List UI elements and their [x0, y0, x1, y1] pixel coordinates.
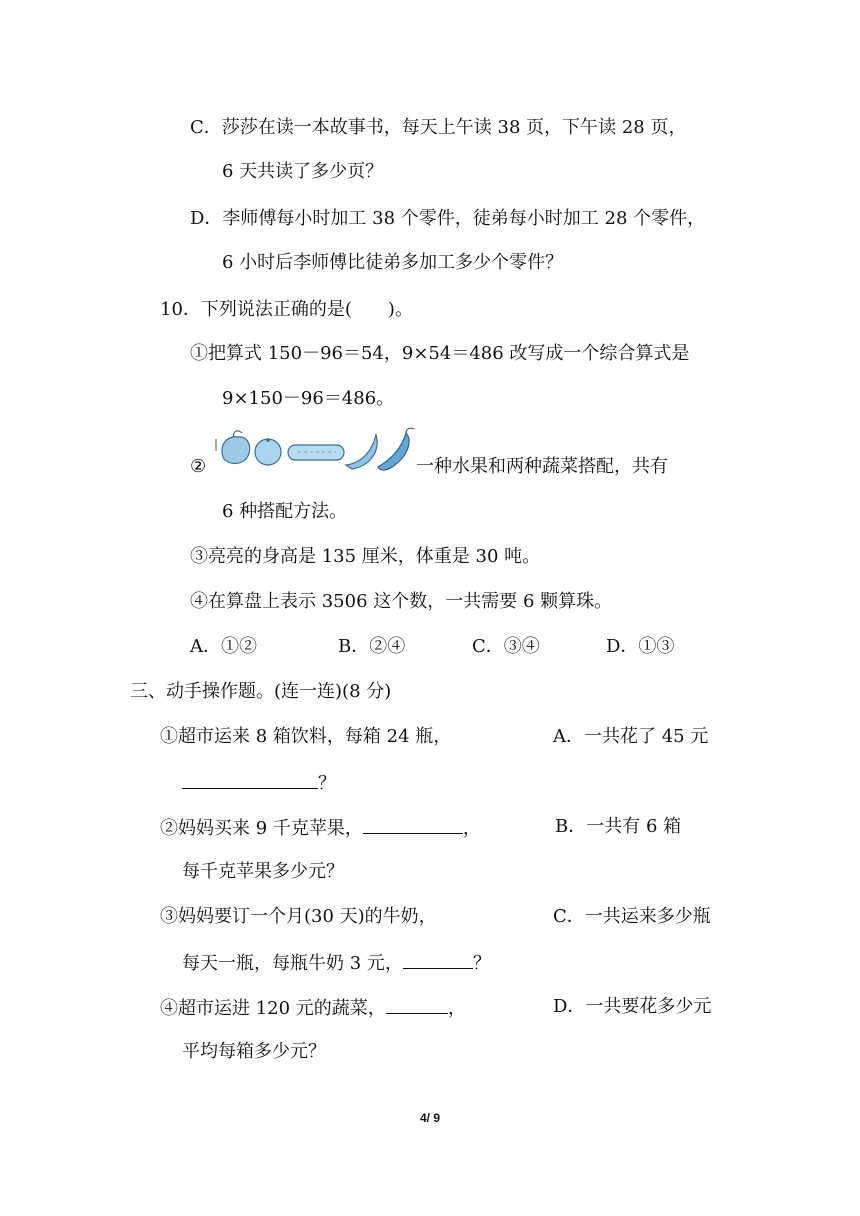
q10-stem: 10．下列说法正确的是( )。	[160, 299, 413, 320]
peach-icon	[216, 431, 250, 464]
match-right-item-a[interactable]: A．一共花了 45 元	[553, 726, 709, 747]
match-left-item-4-line2: 平均每箱多少元？	[182, 1041, 326, 1062]
chili-pepper-icon	[378, 428, 414, 470]
q9-option-c-line1: C．莎莎在读一本故事书，每天上午读 38 页，下午读 28 页，	[190, 117, 687, 138]
q10-statement-2-line2: 6 种搭配方法。	[222, 501, 348, 522]
q9-option-d-line2: 6 小时后李师傅比徒弟多加工多少个零件？	[222, 252, 564, 273]
answer-blank-1[interactable]	[182, 770, 318, 789]
match-right-item-b[interactable]: B．一共有 6 箱	[555, 816, 682, 837]
q10-statement-1-line1: ①把算式 150－96＝54，9×54＝486 改写成一个综合算式是	[190, 343, 690, 364]
answer-blank-2[interactable]	[363, 815, 463, 834]
q10-choice-b: B．②④	[338, 636, 406, 657]
q10-statement-4: ④在算盘上表示 3506 这个数，一共需要 6 颗算珠。	[190, 591, 613, 612]
match-left-item-3-line1: ③妈妈要订一个月(30 天)的牛奶，	[160, 906, 437, 927]
q10-statement-2-marker: ②	[190, 456, 207, 477]
q10-statement-1-line2: 9×150－96＝486。	[222, 388, 395, 409]
match-right-item-d[interactable]: D．一共要花多少元	[553, 996, 712, 1017]
q10-choice-a: A．①②	[190, 636, 257, 657]
q10-choice-c: C．③④	[472, 636, 540, 657]
match-left-item-1-line1: ①超市运来 8 箱饮料，每箱 24 瓶，	[160, 726, 452, 747]
q10-statement-2-text: 一种水果和两种蔬菜搭配，共有	[416, 456, 668, 477]
match-left-item-1-line2: ？	[182, 770, 336, 796]
section-3-title: 三、动手操作题。(连一连)(8 分)	[130, 681, 392, 702]
q9-option-d-line1: D．李师傅每小时加工 38 个零件，徒弟每小时加工 28 个零件，	[190, 208, 706, 229]
pea-pod-icon	[346, 435, 377, 469]
match-right-item-c[interactable]: C．一共运来多少瓶	[553, 906, 711, 927]
q10-statement-3: ③亮亮的身高是 135 厘米，体重是 30 吨。	[190, 546, 541, 567]
cucumber-icon	[288, 445, 344, 460]
q9-option-c-line2: 6 天共读了多少页？	[222, 161, 384, 182]
answer-blank-3[interactable]	[403, 950, 473, 969]
page-number: 4/ 9	[419, 1111, 440, 1125]
answer-blank-4[interactable]	[386, 995, 448, 1014]
match-left-item-4-line1: ④超市运进 120 元的蔬菜， ，	[160, 995, 466, 1021]
fruit-vegetable-figure	[212, 425, 416, 473]
q10-choice-d: D．①③	[606, 636, 675, 657]
match-left-item-2-line1: ②妈妈买来 9 千克苹果， ，	[160, 815, 481, 841]
match-left-item-2-line2: 每千克苹果多少元？	[182, 861, 344, 882]
match-left-item-3-line2: 每天一瓶，每瓶牛奶 3 元， ？	[182, 950, 491, 976]
orange-icon	[255, 438, 281, 465]
